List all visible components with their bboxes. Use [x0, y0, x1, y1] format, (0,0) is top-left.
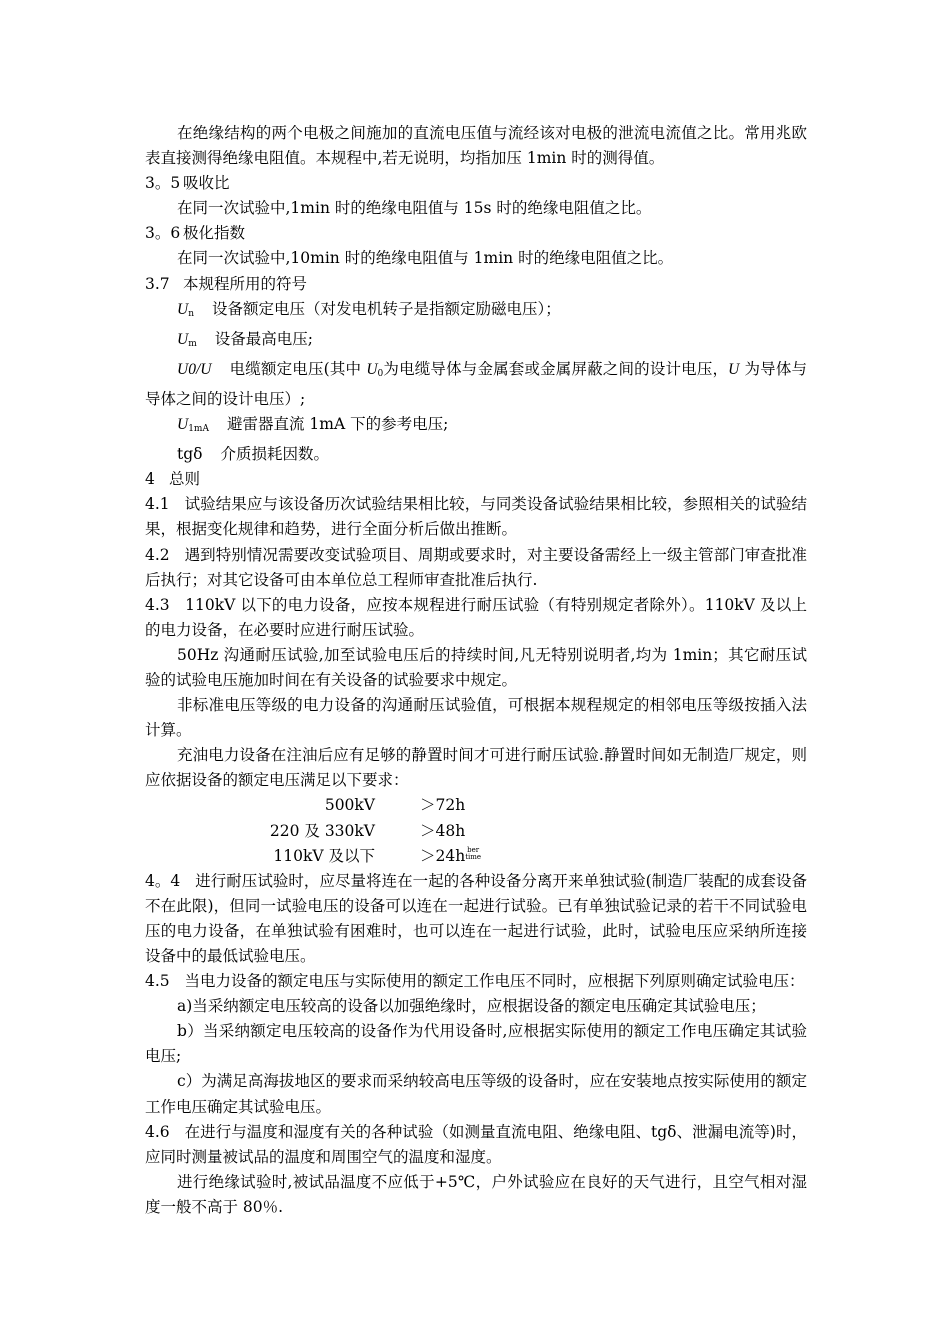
clause-number: 4。4 [145, 871, 181, 890]
clause-number: 4.6 [145, 1122, 170, 1141]
document-page [145, 121, 807, 1220]
heading-3-5 [145, 171, 807, 196]
symbol-description: 为导体与导体之间的设计电压）; [145, 359, 807, 408]
symbol-subscript: 1mA [188, 424, 209, 435]
clause-number: 4.2 [145, 545, 170, 564]
heading-3-6 [145, 221, 807, 246]
symbol-u1ma [145, 412, 807, 442]
heading-title: 吸收比 [183, 174, 230, 193]
standing-time: ＞72h [420, 796, 466, 815]
standing-time-row-500kv [145, 793, 807, 818]
symbol-subscript: n [188, 308, 194, 319]
clause-text: 遇到特别情况需要改变试验项目、周期或要求时，对主要设备需经上一级主管部门审查批准后执行；对其它设备可由本单位总工程师审查批准后执行. [145, 545, 807, 589]
clause-4-4 [145, 869, 807, 969]
clause-4-5 [145, 969, 807, 994]
symbol-tg [145, 442, 807, 467]
heading-title: 总则 [169, 470, 201, 489]
symbol-un [145, 297, 807, 327]
symbol-description: 为电缆导体与金属套或金属屏蔽之间的设计电压， [383, 359, 729, 378]
standing-time: ＞48h [420, 821, 466, 840]
clause-4-5-a: a)当采纳额定电压较高的设备以加强绝缘时，应根据设备的额定电压确定其试验电压； [177, 997, 766, 1016]
clause-4-6 [145, 1120, 807, 1170]
tiny-annotation [465, 847, 481, 861]
clause-text: 在进行与温度和湿度有关的各种试验（如测量直流电阻、绝缘电阻、tgδ、泄漏电流等)时，应同时测量被试品的温度和周围空气的温度和湿度。 [145, 1122, 807, 1166]
heading-title: 本规程所用的符号 [183, 274, 308, 293]
standing-time-row-110kv [145, 844, 807, 869]
symbol-letter: U [177, 416, 189, 434]
clause-number: 4.3 [145, 595, 170, 614]
clause-number: 4.5 [145, 972, 170, 991]
symbol-letter: U0/U [177, 360, 212, 378]
clause-text: 进行耐压试验时，应尽量将连在一起的各种设备分离开来单独试验(制造厂装配的成套设备不在此限)，但同一试验电压的设备可以连在一起进行试验。已有单独试验记录的若干不同试验电压的电力设备，在单独试验有困难时，也可以连在一起进行试验，此时，试验电压应采纳所连接设备中的最低试验电压。 [145, 871, 807, 965]
clause-text: 当电力设备的额定电压与实际使用的额定工作电压不同时，应根据下列原则确定试验电压： [184, 972, 805, 991]
symbol-letter: U [177, 330, 189, 348]
heading-4 [145, 467, 807, 492]
clause-4-3 [145, 593, 807, 643]
symbol-description: 设备额定电压（对发电机转子是指额定励磁电压）； [212, 299, 561, 318]
tiny-annotation-top: ber [467, 845, 480, 854]
symbol-description: 避雷器直流 1mA 下的参考电压; [226, 415, 449, 434]
paragraph-insulation-resistance-definition: 在绝缘结构的两个电极之间施加的直流电压值与流经该对电极的泄流电流值之比。常用兆欧表直接测得绝缘电阻值。本规程中,若无说明，均指加压 1min 时的测得值。 [145, 124, 807, 168]
heading-number: 3.7 [145, 274, 170, 293]
heading-title: 极化指数 [183, 224, 246, 243]
clause-4-1 [145, 492, 807, 542]
standing-time [420, 844, 481, 869]
tiny-annotation-bottom: time [465, 852, 482, 861]
voltage-level: 110kV 及以下 [273, 846, 375, 865]
symbol-description: 电缆额定电压(其中 [229, 359, 367, 378]
paragraph-absorption-ratio: 在同一次试验中,1min 时的绝缘电阻值与 15s 时的绝缘电阻值之比。 [177, 199, 652, 218]
symbol-letter: tgδ [177, 445, 203, 464]
heading-number: 3。5 [145, 174, 181, 193]
clause-4-2 [145, 543, 807, 593]
voltage-level: 220 及 330kV [269, 821, 375, 840]
standing-time-value: ＞24h [420, 846, 466, 865]
clause-text: 110kV 以下的电力设备，应按本规程进行耐压试验（有特别规定者除外）。110kV 及以上的电力设备，在必要时应进行耐压试验。 [145, 595, 807, 639]
symbol-subscript: 0 [377, 368, 384, 379]
clause-4-3-duration: 50Hz 沟通耐压试验,加至试验电压后的持续时间,凡无特别说明者,均为 1min；其它耐压试验的试验电压施加时间在有关设备的试验要求中规定。 [145, 645, 807, 689]
clause-number: 4.1 [145, 495, 170, 514]
symbol-u0u [145, 357, 807, 412]
symbol-letter: U [366, 360, 378, 378]
paragraph-polarization-index: 在同一次试验中,10min 时的绝缘电阻值与 1min 时的绝缘电阻值之比。 [177, 249, 674, 268]
symbol-letter: U [177, 300, 189, 318]
symbol-subscript: m [188, 338, 197, 349]
clause-4-3-oil-standing: 充油电力设备在注油后应有足够的静置时间才可进行耐压试验.静置时间如无制造厂规定，则应依据设备的额定电压满足以下要求： [145, 746, 807, 790]
clause-4-5-c: c）为满足高海拔地区的要求而采纳较高电压等级的设备时，应在安装地点按实际使用的额定工作电压确定其试验电压。 [145, 1072, 807, 1116]
clause-4-5-b: b）当采纳额定电压较高的设备作为代用设备时,应根据实际使用的额定工作电压确定其试验电压; [145, 1022, 807, 1066]
heading-number: 4 [145, 470, 155, 489]
symbol-description: 介质损耗因数。 [220, 445, 329, 464]
symbol-um [145, 327, 807, 357]
standing-time-row-220-330kv [145, 819, 807, 844]
clause-4-3-interpolation: 非标准电压等级的电力设备的沟通耐压试验值，可根据本规程规定的相邻电压等级按插入法计算。 [145, 696, 807, 740]
symbol-letter: U [728, 360, 740, 378]
voltage-level: 500kV [324, 796, 375, 815]
symbol-description: 设备最高电压; [214, 329, 313, 348]
heading-3-7 [145, 272, 807, 297]
clause-4-6-insulation: 进行绝缘试验时,被试品温度不应低于+5℃，户外试验应在良好的天气进行，且空气相对湿度一般不高于 80％. [145, 1172, 807, 1216]
heading-number: 3。6 [145, 224, 181, 243]
clause-text: 试验结果应与该设备历次试验结果相比较，与同类设备试验结果相比较，参照相关的试验结果，根据变化规律和趋势，进行全面分析后做出推断。 [145, 495, 807, 539]
